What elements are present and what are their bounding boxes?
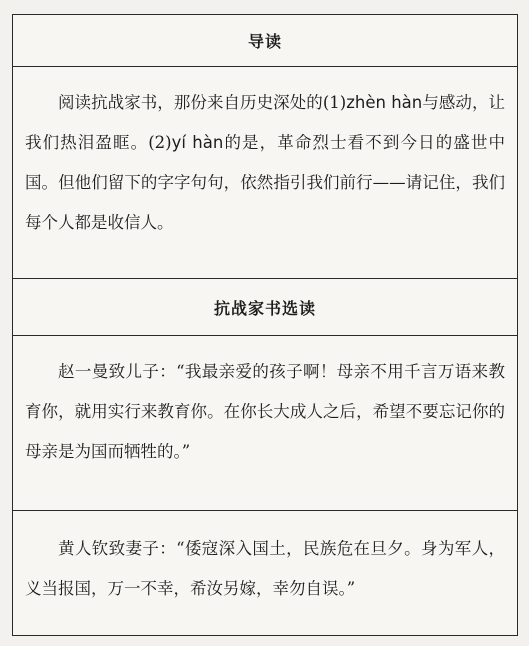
- intro-body: [13, 67, 517, 279]
- pinyin-zhenhan: zhèn hàn: [346, 93, 423, 112]
- pinyin-yihan: yí hàn: [171, 133, 224, 152]
- intro-text-1: 阅读抗战家书，那份来自历史深处的(1): [58, 93, 347, 112]
- letter-huang-cell: [13, 511, 517, 637]
- intro-text-2: 与感动，让我们热泪盈眶。(2): [25, 93, 506, 152]
- intro-header: [13, 15, 517, 67]
- intro-paragraph: [25, 83, 505, 243]
- letters-title: 抗战家书选读: [213, 298, 316, 318]
- letters-header: [13, 279, 517, 336]
- letter-huang-renqin: 黄人钦致妻子：“倭寇深入国土，民族危在旦夕。身为军人，义当报国，万一不幸，希汝另嫁，幸勿自误。”: [25, 539, 505, 598]
- intro-text-3: 的是，革命烈士看不到今日的盛世中国。但他们留下的字字句句，依然指引我们前行——请记住，我们每个人都是收信人。: [25, 133, 506, 232]
- letter-zhao-cell: [13, 336, 517, 511]
- letter-zhao-yiman: 赵一曼致儿子：“我最亲爱的孩子啊！母亲不用千言万语来教育你，就用实行来教育你。在你长大成人之后，希望不要忘记你的母亲是为国而牺牲的。”: [25, 362, 505, 461]
- intro-title: 导读: [247, 32, 282, 51]
- reading-table: [12, 14, 518, 636]
